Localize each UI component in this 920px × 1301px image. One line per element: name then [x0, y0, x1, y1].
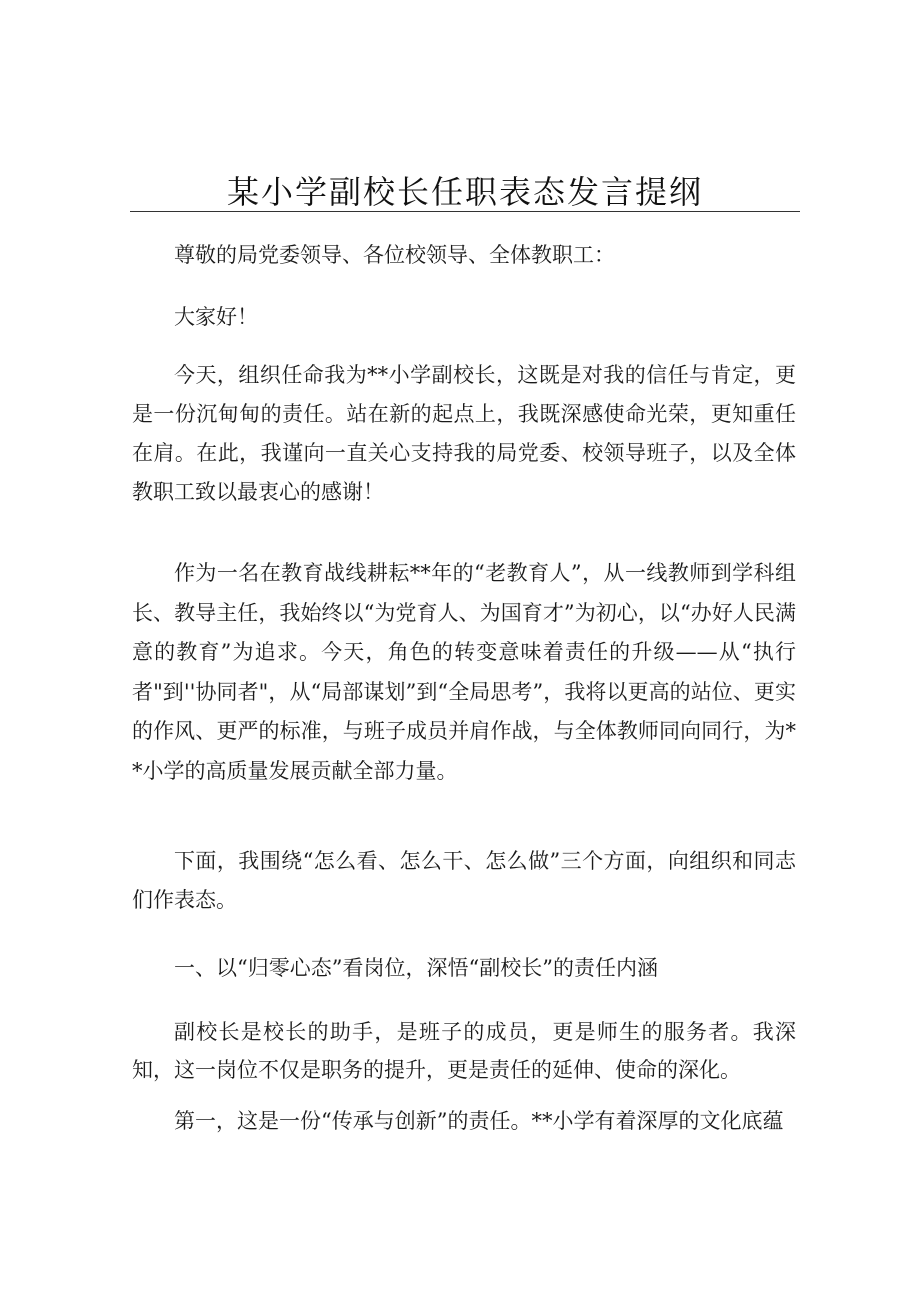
section-heading: 一、以“归零心态”看岗位，深悟“副校长”的责任内涵 — [174, 956, 658, 980]
body-paragraph: 第一，这是一份“传承与创新”的责任。**小学有着深厚的文化底蕴 — [174, 1109, 784, 1133]
greeting-paragraph: 大家好！ — [174, 305, 258, 329]
body-paragraph: 今天，组织任命我为**小学副校长，这既是对我的信任与肯定，更是一份沉甸甸的责任。站在新的起点上，我既深感使命光荣，更知重任在肩。在此，我谨向一直关心支持我的局党委、校领导班子，以及全体教职工致以最衷心的感谢！ — [132, 363, 796, 504]
title-divider — [130, 211, 800, 212]
body-paragraph: 副校长是校长的助手，是班子的成员，更是师生的服务者。我深知，这一岗位不仅是职务的提升，更是责任的延伸、使命的深化。 — [132, 1020, 796, 1082]
body-paragraph: 作为一名在教育战线耕耘**年的“老教育人”，从一线教师到学科组长、教导主任，我始终以“为党育人、为国育才”为初心，以“办好人民满意的教育”为追求。今天，角色的转变意味着责任的升级——从“执行者"到''协同者"，从“局部谋划”到“全局思考”，我将以更高的站位、更实的作风、更严的标准，与班子成员并肩作战，与全体教师同向同行，为**小学的高质量发展贡献全部力量。 — [132, 561, 796, 783]
document-title: 某小学副校长任职表态发言提纲 — [226, 173, 703, 211]
body-paragraph: 下面，我围绕“怎么看、怎么干、怎么做”三个方面，向组织和同志们作表态。 — [132, 849, 796, 912]
salutation-paragraph: 尊敬的局党委领导、各位校领导、全体教职工： — [174, 243, 615, 267]
